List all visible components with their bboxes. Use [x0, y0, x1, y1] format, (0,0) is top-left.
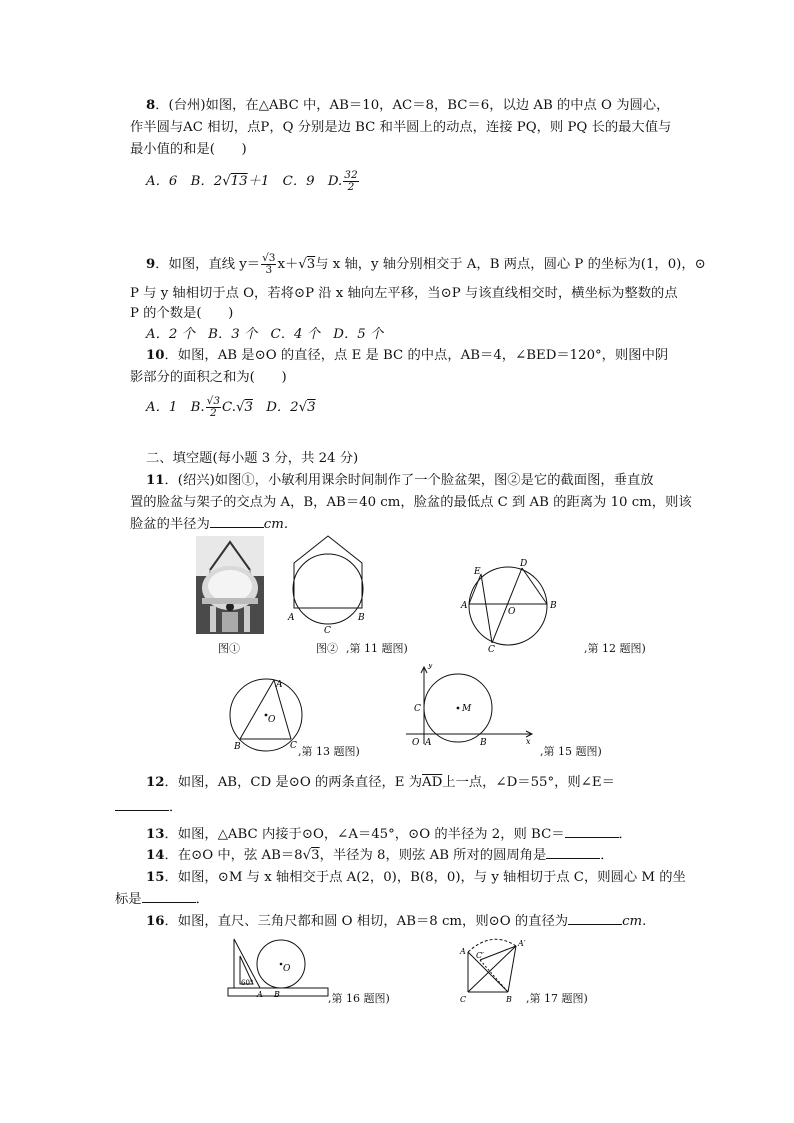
q11-number: 11: [146, 473, 165, 488]
q12-figure: [458, 556, 560, 654]
q10-number: 10: [146, 348, 165, 363]
q9-frac-den: 3: [265, 264, 273, 276]
q14-rad: 3: [311, 848, 320, 863]
label-m: M: [462, 704, 472, 714]
label-a: A: [276, 680, 283, 690]
label-b: B: [274, 990, 280, 999]
q9-options: A．2 个 B．3 个 C．4 个 D．5 个: [146, 327, 384, 342]
label-d: D: [520, 559, 528, 569]
q11-text-3a: 脸盆的半径为: [130, 517, 210, 532]
q12-arc: $\overline{AD}$: [422, 775, 443, 790]
label-o: O: [412, 738, 420, 748]
q11-line2: 置的脸盆与架子的交点为 A，B，AB＝40 cm，脸盆的最低点 C 到 AB 的距离为 10 cm，则该: [130, 495, 692, 510]
q11-answer-blank[interactable]: [210, 527, 264, 528]
q12-line1: [146, 774, 615, 792]
q10-rad-c: 3: [244, 400, 253, 415]
q16-unit: cm.: [622, 914, 647, 929]
label-o: O: [508, 607, 516, 617]
label-c: C: [290, 741, 297, 751]
q9-fraction: [261, 253, 276, 276]
q8-opt-rest: ＋1 C．9 D.: [247, 174, 343, 189]
label-b: B: [506, 995, 512, 1004]
q9-text-b: x＋: [277, 257, 299, 272]
q10-fraction: [206, 396, 221, 419]
q17-figure: [456, 936, 532, 1006]
q8-frac-den: 2: [347, 181, 355, 193]
q9-number: 9: [146, 257, 156, 272]
q10-line1: [146, 347, 668, 365]
label-e: E: [474, 567, 481, 577]
q8-rad: 13: [230, 174, 248, 189]
q10-opt-d: D．2: [266, 400, 299, 415]
label-a-prime: A′: [518, 939, 526, 948]
q8-opt-a: A．6 B．2: [146, 174, 223, 189]
q13-text: ．如图，△ABC 内接于⊙O，∠A＝45°，⊙O 的半径为 2，则 BC＝: [164, 827, 565, 842]
q13-answer-blank[interactable]: [565, 837, 619, 838]
q12-answer-blank[interactable]: [115, 810, 169, 811]
q10-frac-den: 2: [210, 407, 217, 419]
q8-options: A．6 B．2√13＋1 C．9 D. $\frac{32}{2}$: [146, 169, 358, 193]
q8-fraction: [343, 170, 358, 193]
caption-q16: ,第 16 题图): [328, 992, 390, 1005]
q16-text: ．如图，直尺、三角尺都和圆 O 相切，AB＝8 cm，则⊙O 的直径为: [164, 914, 569, 929]
caption-q12: ,第 12 题图): [584, 642, 646, 655]
label-b: B: [234, 742, 241, 752]
q8-number: 8: [146, 98, 156, 113]
label-b: B: [550, 601, 557, 611]
q15-figure: [404, 664, 540, 752]
q8-text-1: ．(台州)如图，在△ABC 中，AB＝10，AC＝8，BC＝6，以边 AB 的中点 O 为圆心，: [155, 98, 670, 113]
label-y: y: [428, 664, 433, 669]
q13-figure: [228, 676, 306, 754]
q10-options: A．1 B. $\frac{√3}{2}$ C.√3 D．2√3: [146, 395, 316, 419]
q14-text-a: ．在⊙O 中，弦 AB＝8: [164, 848, 303, 863]
q13-end: ．: [618, 827, 632, 842]
q16-line: [146, 913, 646, 931]
section-2-heading: 二、填空题(每小题 3 分，共 24 分): [146, 451, 359, 466]
caption-q17: ,第 17 题图): [526, 992, 588, 1005]
q15-line2: [115, 891, 209, 909]
q14-number: 14: [146, 848, 165, 863]
label-c: C: [460, 995, 467, 1004]
q8-line3: 最小值的和是( ): [130, 142, 247, 157]
q14-line: 14．在⊙O 中，弦 AB＝8√3，半径为 8，则弦 AB 所对的圆周角是 ．: [146, 848, 614, 863]
q15-text-1: ．如图，⊙M 与 x 轴相交于点 A(2，0)，B(8，0)，与 y 轴相切于点 C，则圆心 M 的坐: [164, 870, 686, 885]
q10-frac-num: √3: [206, 395, 221, 407]
q12-text-1: ．如图，AB，CD 是⊙O 的两条直径，E 为: [164, 775, 423, 790]
label-a: A: [461, 601, 468, 611]
q10-line2: 影部分的面积之和为( ): [130, 370, 287, 385]
q11-line1: [146, 472, 654, 490]
q10-text-1: ．如图，AB 是⊙O 的直径，点 E 是 BC 的中点，AB＝4，∠BED＝120°，则图中阴: [164, 348, 669, 363]
q11-cross-section-figure: [284, 530, 374, 635]
label-c: C: [488, 645, 495, 654]
q15-end: ．: [195, 892, 209, 907]
label-c: C: [324, 626, 331, 635]
label-a: A: [288, 613, 295, 623]
q14-text-b: ，半径为 8，则弦 AB 所对的圆周角是: [319, 848, 547, 863]
q13-number: 13: [146, 827, 165, 842]
label-c-prime: C′: [476, 951, 484, 960]
q9-line3: P 的个数是( ): [130, 306, 234, 321]
q14-end: ．: [600, 848, 614, 863]
q9-text-c: 与 x 轴，y 轴分别相交于 A，B 两点，圆心 P 的坐标为(1，0)，⊙: [315, 257, 706, 272]
q9-text-a: ．如图，直线 y＝: [155, 257, 261, 272]
q15-text-2: 标是: [115, 892, 142, 907]
q8-line1: [146, 97, 669, 115]
q9-line1: 9．如图，直线 y＝ $\frac{√3}{3}$ x＋√3与 x 轴，y 轴分别相交于 A，B 两点，圆心 P 的坐标为(1，0)，⊙: [146, 252, 706, 276]
q11-text-1: ．(绍兴)如图①，小敏利用课余时间制作了一个脸盆架，图②是它的截面图，垂直放: [164, 473, 654, 488]
label-60-degree: 60°: [241, 979, 254, 987]
label-a: A: [460, 947, 466, 956]
q10-rad-d: 3: [307, 400, 316, 415]
label-x: x: [526, 737, 531, 746]
q9-frac-num: √3: [262, 252, 276, 264]
caption-q13: ,第 13 题图): [298, 745, 360, 758]
label-b: B: [358, 613, 365, 623]
q16-number: 16: [146, 914, 165, 929]
q13-line: [146, 826, 632, 844]
q16-figure: [226, 934, 334, 1002]
label-a: A: [257, 990, 263, 999]
q8-line2: 作半圆与AC 相切，点P，Q 分别是边 BC 和半圆上的动点，连接 PQ，则 PQ 长的最大值与: [130, 120, 672, 135]
caption-q11: ,第 11 题图): [346, 642, 408, 655]
label-o: O: [283, 964, 291, 974]
q15-line1: [146, 869, 686, 887]
q11-unit: cm.: [263, 517, 289, 532]
q12-number: 12: [146, 775, 165, 790]
q12-text-1b: 上一点，∠D＝55°，则∠E＝: [442, 775, 615, 790]
q15-answer-blank[interactable]: [142, 902, 196, 903]
q9-line2: P 与 y 轴相切于点 O，若将⊙P 沿 x 轴向左平移，当⊙P 与该直线相交时，横坐标为整数的点: [130, 286, 678, 301]
q12-line2: [115, 799, 182, 817]
q15-number: 15: [146, 870, 165, 885]
q8-frac-num: 32: [344, 169, 358, 181]
caption-fig1: 图①: [218, 642, 240, 655]
label-b: B: [480, 738, 487, 748]
caption-fig2: 图②: [316, 642, 338, 655]
label-o: O: [268, 715, 276, 725]
washbasin-photo: [196, 536, 264, 634]
label-a: A: [425, 738, 432, 748]
q12-end: ．: [169, 800, 183, 815]
q14-answer-blank[interactable]: [546, 858, 600, 859]
q10-opt-ab: A．1 B.: [146, 400, 205, 415]
caption-q15: ,第 15 题图): [540, 745, 602, 758]
q11-line3: [130, 516, 288, 534]
q10-opt-c: C.: [222, 400, 236, 415]
q9-rad: 3: [306, 257, 316, 272]
label-c: C: [414, 704, 421, 714]
q16-answer-blank[interactable]: [568, 924, 622, 925]
